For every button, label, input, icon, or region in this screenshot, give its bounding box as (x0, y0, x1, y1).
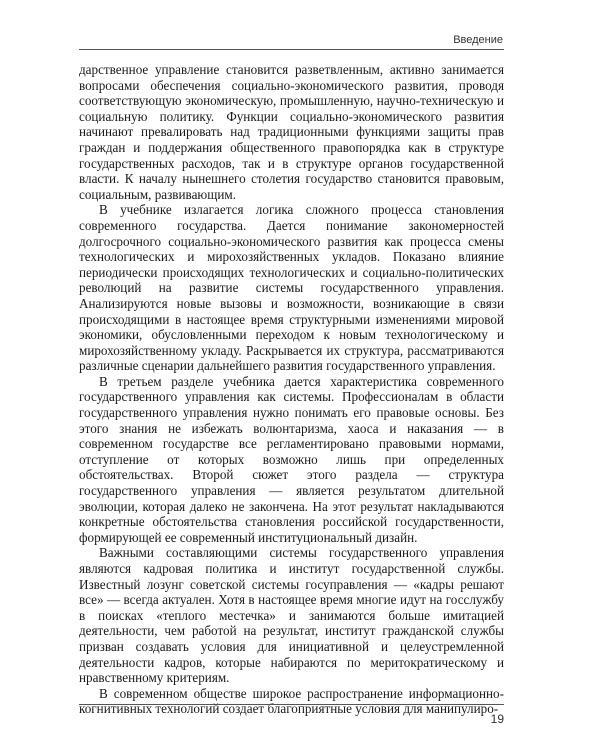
running-header-section-title: Введение (453, 34, 503, 46)
paragraph-continuation: дарственное управление становится разветвленным, активно занимается вопросами обеспечения социально-экономического развития, проводя соответствующую экономическую, промышленную, научно-техническую и социальную политику. Функции социально-экономического развития начинают превалировать над традиционными функциями защиты прав граждан и поддержания общественного правопорядка как в структуре государственных расходов, так и в структуре органов государственной власти. К началу нынешнего столетия государство становится правовым, социальным, развивающим. (79, 62, 504, 202)
paragraph: В современном обществе широкое распространение информационно-когнитивных технологий создает благоприятные условия для манипулиро- (79, 685, 504, 717)
paragraph: В учебнике излагается логика сложного процесса становления современного государства. Дается понимание закономерностей долгосрочного социально-экономического развития как процесса смены технологических и мирохозяйственных укладов. Показано влияние периодически происходящих технологических и социально-политических революций на развитие системы государственного управления. Анализируются новые вызовы и возможности, возникающие в связи происходящими в настоящее время структурными изменениями мировой экономики, обусловленными переходом к новым технологическому и мирохозяйственному укладу. Раскрывается их структура, рассматриваются различные сценарии дальнейшего развития государственного управления. (79, 202, 504, 374)
page-body (79, 62, 504, 717)
paragraph: В третьем разделе учебника дается характеристика современного государственного управления как системы. Профессионалам в области государственного управления нужно понимать его правовые основы. Без этого знания не избежать волюнтаризма, хаоса и наказания — в современном государстве все регламентировано правовыми нормами, отступление от которых возможно лишь при определенных обстоятельствах. Второй сюжет этого раздела — структура государственного управления — является результатом длительной эволюции, которая далеко не закончена. На этот результат накладываются конкретные обстоятельства становления российской государственности, формирующей ее современный институциональный дизайн. (79, 373, 504, 545)
footer-rule (79, 704, 504, 705)
header-rule (79, 49, 504, 50)
paragraph: Важными составляющими системы государственного управления являются кадровая политика и институт государственной службы. Известный лозунг советской системы госуправления — «кадры решают все» — всегда актуален. Хотя в настоящее время многие идут на госслужбу в поисках «теплого местечка» и занимаются больше имитацией деятельности, чем работой на результат, институт гражданской службы призван создавать условия для инициативной и целеустремленной деятельности кадров, которые набираются по меритократическому и нравственному критериям. (79, 545, 504, 686)
page-number: 19 (490, 712, 504, 726)
